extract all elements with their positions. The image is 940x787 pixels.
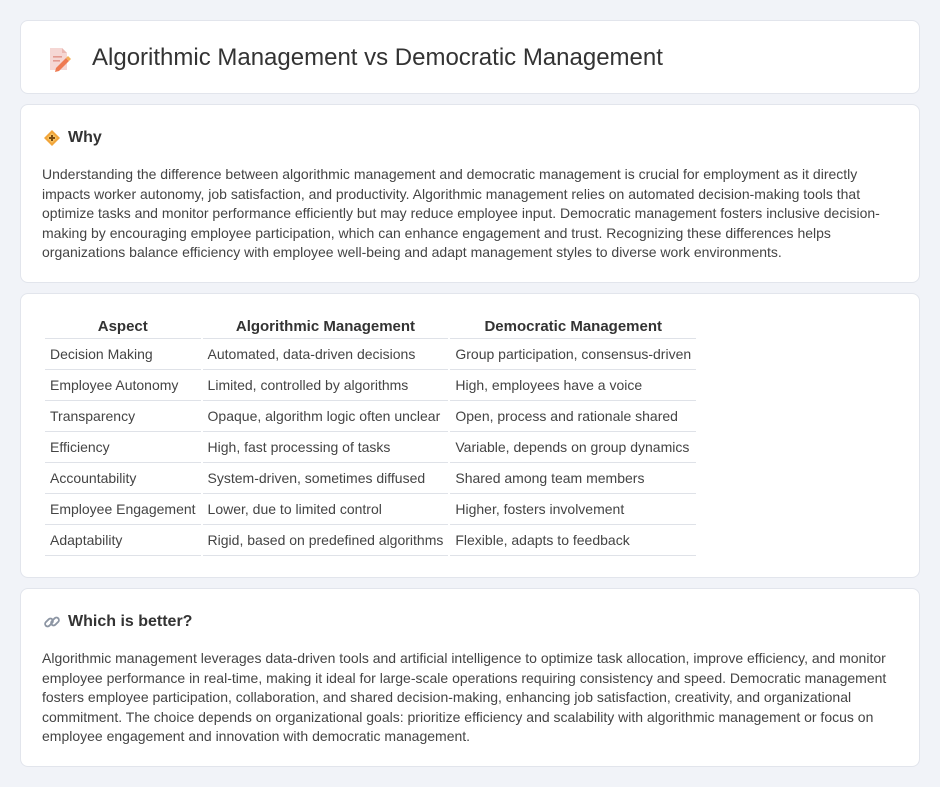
link-icon bbox=[43, 613, 61, 631]
comparison-table bbox=[43, 314, 698, 556]
cell-aspect: Accountability bbox=[45, 463, 201, 494]
cell-democratic: Open, process and rationale shared bbox=[450, 401, 696, 432]
title-card bbox=[20, 20, 920, 94]
table-row bbox=[45, 463, 696, 494]
table-row bbox=[45, 339, 696, 370]
better-header bbox=[43, 611, 192, 633]
better-text: Algorithmic management leverages data-driven tools and artificial intelligence to optimize task allocation, improve efficiency, and monitor employee performance in real-time, making it ideal for large-scale operations requiring consistency and speed. Democratic management fosters employee participation, collaboration, and shared decision-making, enhancing job satisfaction, creativity, and organizational commitment. The choice depends on organizational goals: prioritize efficiency and scalability with algorithmic management or focus on employee engagement and innovation with democratic management. bbox=[42, 650, 887, 745]
better-title: Which is better? bbox=[68, 613, 193, 630]
cell-aspect: Employee Engagement bbox=[45, 494, 201, 525]
table-row bbox=[45, 494, 696, 525]
page-title: Algorithmic Management vs Democratic Management bbox=[92, 44, 663, 71]
cell-algorithmic: High, fast processing of tasks bbox=[203, 432, 449, 463]
cell-algorithmic: Lower, due to limited control bbox=[203, 494, 449, 525]
why-section bbox=[20, 104, 920, 283]
cell-algorithmic: Rigid, based on predefined algorithms bbox=[203, 525, 449, 556]
cell-algorithmic: System-driven, sometimes diffused bbox=[203, 463, 449, 494]
cell-democratic: High, employees have a voice bbox=[450, 370, 696, 401]
cell-aspect: Adaptability bbox=[45, 525, 201, 556]
which-is-better-section bbox=[20, 588, 920, 767]
document-pencil-icon bbox=[47, 46, 71, 72]
cell-aspect: Efficiency bbox=[45, 432, 201, 463]
cell-democratic: Flexible, adapts to feedback bbox=[450, 525, 696, 556]
table-row bbox=[45, 401, 696, 432]
cell-democratic: Shared among team members bbox=[450, 463, 696, 494]
table-row bbox=[45, 525, 696, 556]
table-header-row bbox=[45, 314, 696, 339]
comparison-section bbox=[20, 293, 920, 578]
why-header bbox=[43, 127, 102, 149]
cell-democratic: Group participation, consensus-driven bbox=[450, 339, 696, 370]
why-title: Why bbox=[68, 129, 102, 146]
cell-algorithmic: Limited, controlled by algorithms bbox=[203, 370, 449, 401]
cell-aspect: Transparency bbox=[45, 401, 201, 432]
cell-aspect: Decision Making bbox=[45, 339, 201, 370]
header-algorithmic: Algorithmic Management bbox=[203, 314, 449, 339]
header-democratic: Democratic Management bbox=[450, 314, 696, 339]
why-text: Understanding the difference between algorithmic management and democratic management is crucial for employment as it directly impacts worker autonomy, job satisfaction, and productivity. Algorithmic management relies on automated decision-making tools that optimize tasks and monitor performance efficiently but may reduce employee input. Democratic management fosters inclusive decision-making by encouraging employee participation, which can enhance engagement and trust. Recognizing these differences helps organizations balance efficiency with employee well-being and adapt management styles to diverse work environments. bbox=[42, 166, 880, 261]
cell-democratic: Higher, fosters involvement bbox=[450, 494, 696, 525]
cell-algorithmic: Opaque, algorithm logic often unclear bbox=[203, 401, 449, 432]
cell-democratic: Variable, depends on group dynamics bbox=[450, 432, 696, 463]
diamond-signal-icon bbox=[43, 129, 61, 147]
table-row bbox=[45, 432, 696, 463]
header-aspect: Aspect bbox=[45, 314, 201, 339]
cell-algorithmic: Automated, data-driven decisions bbox=[203, 339, 449, 370]
cell-aspect: Employee Autonomy bbox=[45, 370, 201, 401]
table-row bbox=[45, 370, 696, 401]
